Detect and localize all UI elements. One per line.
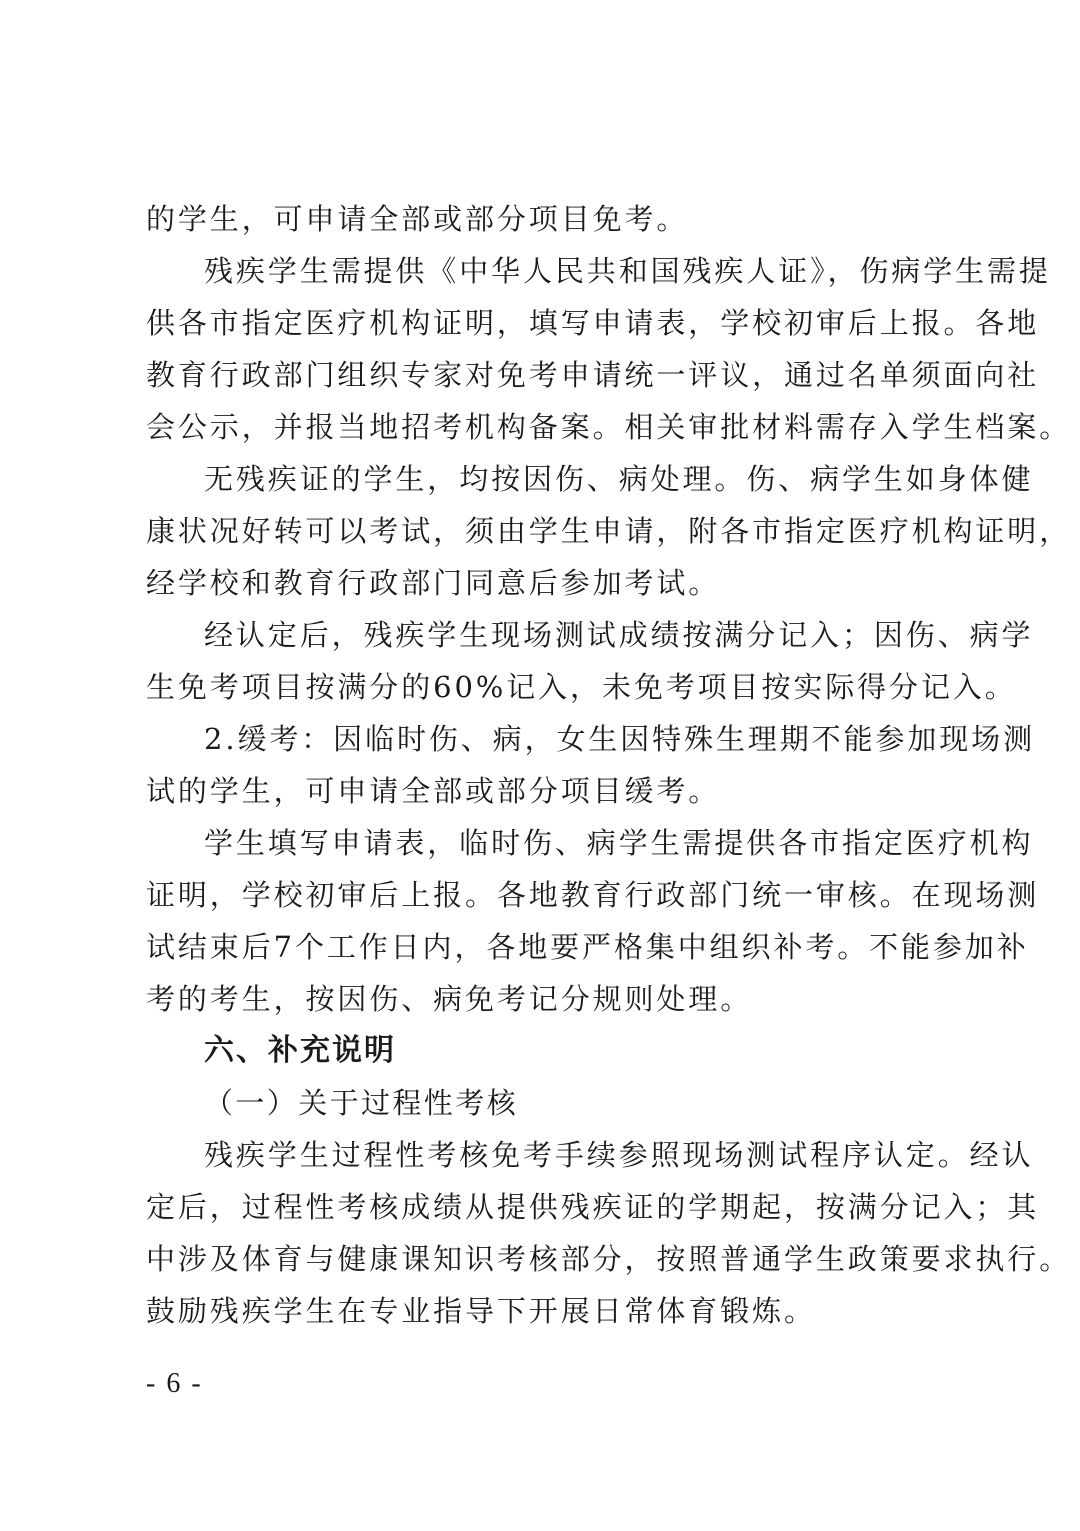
paragraph-line: 的学生，可申请全部或部分项目免考。 <box>146 202 689 236</box>
paragraph-line: 康状况好转可以考试，须由学生申请，附各市指定医疗机构证明， <box>146 514 1072 548</box>
paragraph-line: 教育行政部门组织专家对免考申请统一评议，通过名单须面向社 <box>146 358 1040 392</box>
paragraph-line: 供各市指定医疗机构证明，填写申请表，学校初审后上报。各地 <box>146 306 1040 340</box>
paragraph-line: 试的学生，可申请全部或部分项目缓考。 <box>146 774 721 808</box>
paragraph-line: 证明，学校初审后上报。各地教育行政部门统一审核。在现场测 <box>146 878 1040 912</box>
paragraph-line: 试结束后7个工作日内，各地要严格集中组织补考。不能参加补 <box>146 930 1029 964</box>
paragraph-line: 残疾学生过程性考核免考手续参照现场测试程序认定。经认 <box>204 1138 1034 1172</box>
paragraph-line: 经学校和教育行政部门同意后参加考试。 <box>146 566 721 600</box>
paragraph-line: 考的考生，按因伤、病免考记分规则处理。 <box>146 982 753 1016</box>
paragraph-line: 会公示，并报当地招考机构备案。相关审批材料需存入学生档案。 <box>146 410 1072 444</box>
page-number: - 6 - <box>146 1368 203 1399</box>
paragraph-line: 中涉及体育与健康课知识考核部分，按照普通学生政策要求执行。 <box>146 1242 1072 1276</box>
paragraph-line: 2.缓考：因临时伤、病，女生因特殊生理期不能参加现场测 <box>204 722 1035 756</box>
paragraph-line: 学生填写申请表，临时伤、病学生需提供各市指定医疗机构 <box>204 826 1034 860</box>
section-heading: 六、补充说明 <box>204 1033 396 1068</box>
paragraph-line: 鼓励残疾学生在专业指导下开展日常体育锻炼。 <box>146 1294 816 1328</box>
paragraph-line: 无残疾证的学生，均按因伤、病处理。伤、病学生如身体健 <box>204 462 1034 496</box>
paragraph-line: 定后，过程性考核成绩从提供残疾证的学期起，按满分记入；其 <box>146 1190 1040 1224</box>
subsection-heading: （一）关于过程性考核 <box>204 1086 519 1120</box>
paragraph-line: 残疾学生需提供《中华人民共和国残疾人证》，伤病学生需提 <box>204 254 1051 288</box>
paragraph-line: 经认定后，残疾学生现场测试成绩按满分记入；因伤、病学 <box>204 618 1034 652</box>
paragraph-line: 生免考项目按满分的60%记入，未免考项目按实际得分记入。 <box>146 670 1017 704</box>
